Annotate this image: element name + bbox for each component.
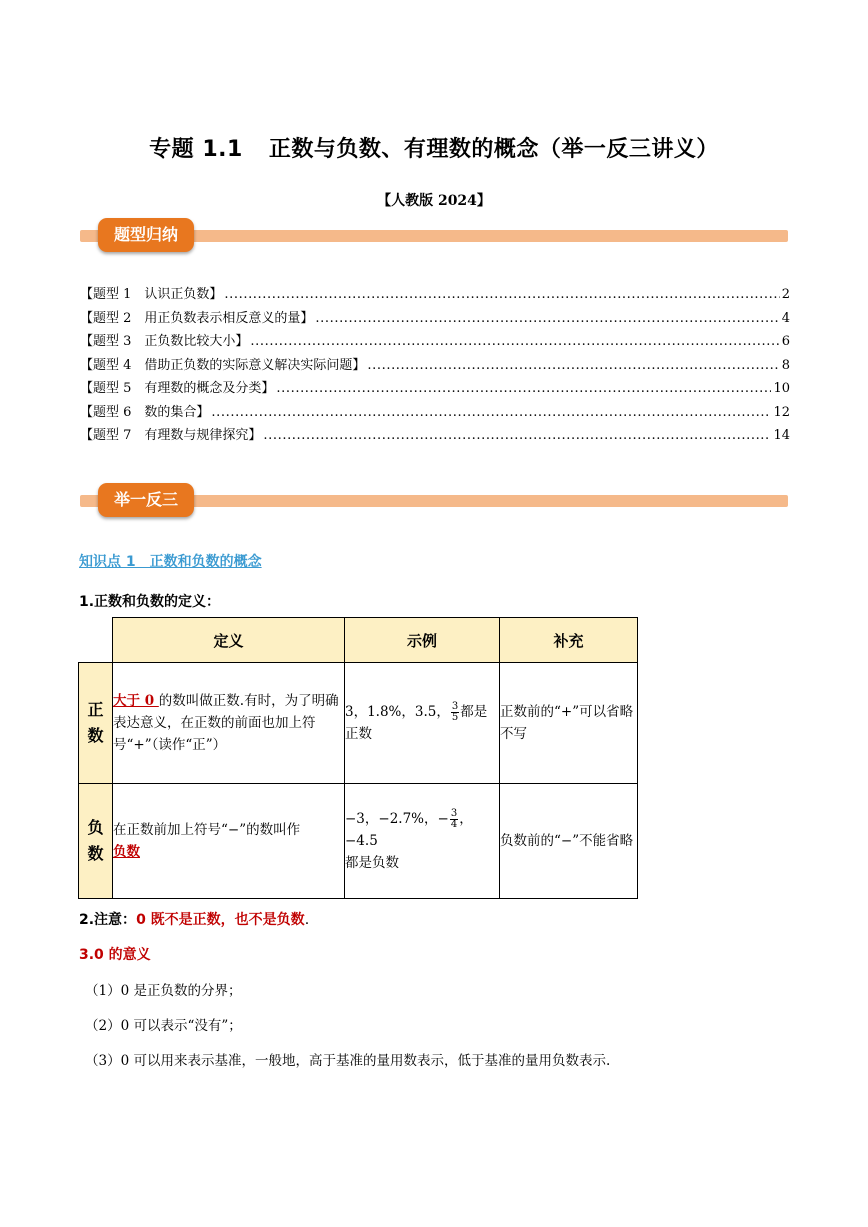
toc-item-page: 10 [773,381,790,396]
row-label-char: 数 [87,844,104,863]
toc-leader [263,424,771,448]
row-label-char: 负 [87,818,104,837]
knowledge-point-heading: 知识点 1 正数和负数的概念 [79,554,262,570]
toc-banner [80,218,788,254]
row-label-char: 数 [87,726,104,745]
toc-leader [211,401,771,425]
highlight-greater-than-zero: 大于 0 [113,693,159,709]
toc-leader [250,330,779,354]
positive-definition [113,663,345,784]
toc-item-label: 【题型 7 有理数与规律探究】 [80,428,262,443]
example-text: ，−4.5 [345,811,473,849]
definition-table [78,617,638,899]
example-text: 都是正数 [345,704,488,742]
toc-item[interactable] [80,283,790,307]
toc-leader [367,354,779,378]
header-example: 示例 [345,618,500,663]
table-of-contents [80,283,790,448]
meaning-item: （2）0 可以表示“没有”； [85,1018,242,1034]
toc-item[interactable] [80,401,790,425]
table-row-negative [79,784,638,899]
note-text: 0 既不是正数，也不是负数 [136,912,305,928]
toc-item-page: 2 [781,287,790,302]
toc-item[interactable] [80,424,790,448]
fraction-denominator: 5 [451,712,459,723]
row-label-negative [79,784,113,899]
fraction-three-quarters [450,809,458,830]
negative-supplement: 负数前的“−”不能省略 [500,784,638,899]
toc-item-page: 12 [773,404,790,420]
positive-definition-text: 的数叫做正数.有时，为了明确表达意义，在正数的前面也加上符号“+”（读作“正”） [113,693,339,753]
fraction-denominator: 4 [450,819,458,830]
meaning-item: （3）0 可以用来表示基准，一般地，高于基准的量用数表示，低于基准的量用负数表示. [85,1053,611,1069]
header-supplement: 补充 [500,618,638,663]
meaning-item: （1）0 是正负数的分界； [85,983,242,999]
header-definition: 定义 [113,618,345,663]
banner-tab-toc: 题型归纳 [98,218,194,252]
negative-example [345,784,500,899]
toc-item-label: 【题型 6 数的集合】 [80,404,210,420]
definition-heading: 1.正数和负数的定义： [79,594,221,610]
row-label-positive [79,663,113,784]
toc-item-page: 14 [773,428,790,443]
toc-item-label: 【题型 1 认识正负数】 [80,287,223,302]
table-row-positive [79,663,638,784]
note-label: 2.注意： [79,912,137,928]
banner-tab-examples: 举一反三 [98,483,194,517]
toc-item[interactable] [80,307,790,331]
toc-item[interactable] [80,354,790,378]
toc-item-label: 【题型 3 正负数比较大小】 [80,334,249,349]
highlight-negative-number: 负数 [113,844,140,860]
positive-supplement: 正数前的“+”可以省略不写 [500,663,638,784]
negative-definition-text: 在正数前加上符号“−”的数叫作 [113,822,301,838]
positive-example [345,663,500,784]
examples-banner [80,483,788,519]
header-blank [79,618,113,663]
toc-item-label: 【题型 5 有理数的概念及分类】 [80,381,275,396]
edition-label: 【人教版 2024】 [377,193,491,209]
fraction-numerator: 3 [451,701,459,712]
negative-definition [113,784,345,899]
toc-item-label: 【题型 4 借助正负数的实际意义解决实际问题】 [80,357,366,373]
toc-item-label: 【题型 2 用正负数表示相反意义的量】 [80,310,314,326]
fraction-numerator: 3 [450,808,458,819]
toc-item[interactable] [80,330,790,354]
note-line [79,909,309,929]
fraction-three-fifths [451,702,459,723]
note-end: . [304,912,310,928]
meaning-heading: 3.0 的意义 [79,947,151,963]
example-text: 3，1.8%，3.5， [345,704,450,720]
toc-item[interactable] [80,377,790,401]
toc-leader [224,283,779,307]
toc-leader [315,307,779,331]
title-number: 专题 1.1 [149,137,243,162]
example-text: −3，−2.7%，− [345,811,449,827]
page-title [0,132,868,163]
toc-item-page: 6 [781,334,790,349]
title-text: 正数与负数、有理数的概念（举一反三讲义） [268,137,719,162]
example-text: 都是负数 [345,855,399,871]
toc-leader [276,377,771,401]
row-label-char: 正 [87,700,104,719]
table-header-row [79,618,638,663]
toc-item-page: 8 [781,357,790,373]
toc-item-page: 4 [781,310,790,326]
